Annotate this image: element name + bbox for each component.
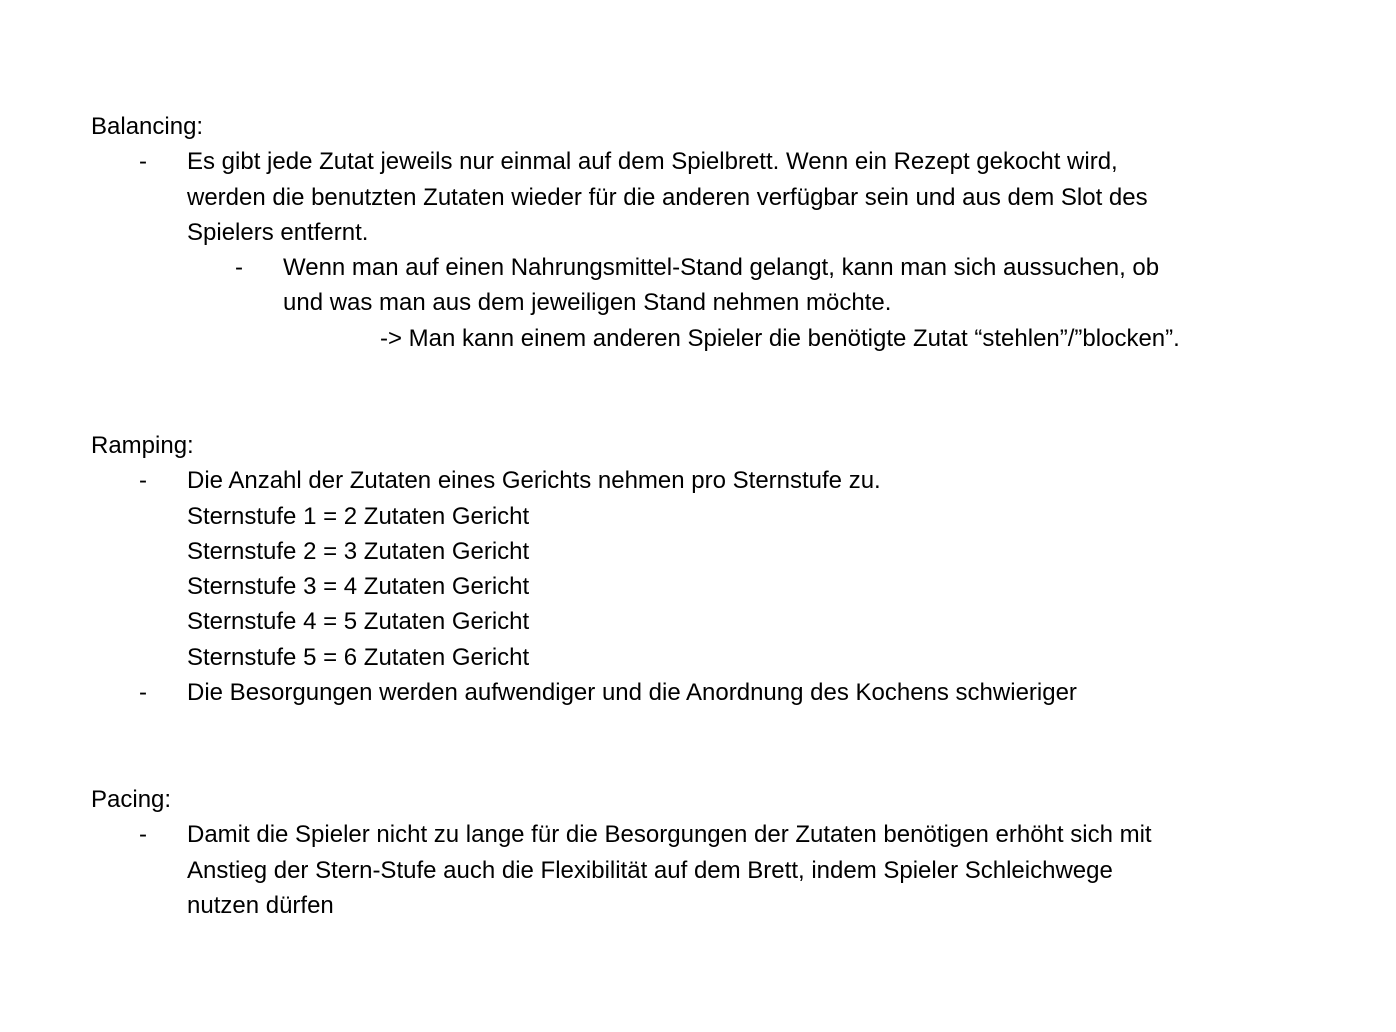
bullet-text [187, 817, 1381, 923]
text-line: und was man aus dem jeweiligen Stand nehmen möchte. [283, 289, 892, 317]
balancing-section [91, 109, 1381, 356]
pacing-section [91, 782, 1381, 923]
bullet-dash: - [139, 148, 147, 176]
text-line: werden die benutzten Zutaten wieder für die anderen verfügbar sein und aus dem Slot des [187, 183, 1148, 211]
text-line: Wenn man auf einen Nahrungsmittel-Stand gelangt, kann man sich aussuchen, ob [283, 254, 1160, 282]
star-level-line: Sternstufe 1 = 2 Zutaten Gericht [187, 502, 530, 530]
balancing-sub-bullet [235, 250, 1381, 321]
text-line: Damit die Spieler nicht zu lange für die Besorgungen der Zutaten benötigen erhöht sich mit [187, 821, 1152, 849]
balancing-arrow-note: -> Man kann einem anderen Spieler die benötigte Zutat “stehlen”/”blocken”. [380, 324, 1180, 352]
ramping-heading: Ramping: [91, 432, 194, 459]
balancing-bullet-1 [139, 144, 1381, 250]
bullet-dash: - [139, 467, 147, 495]
star-level-line: Sternstufe 3 = 4 Zutaten Gericht [187, 573, 530, 601]
pacing-heading: Pacing: [91, 786, 172, 813]
bullet-dash: - [139, 679, 147, 707]
bullet-text [187, 144, 1381, 250]
pacing-bullet-1 [139, 817, 1381, 923]
ramping-bullet-2 [139, 675, 1381, 710]
ramping-bullet-1 [139, 463, 1381, 675]
ramping-section [91, 428, 1381, 710]
bullet-text [283, 250, 1381, 321]
text-line: Die Anzahl der Zutaten eines Gerichts nehmen pro Sternstufe zu. [187, 467, 881, 495]
star-level-line: Sternstufe 2 = 3 Zutaten Gericht [187, 537, 530, 565]
text-line: Anstieg der Stern-Stufe auch die Flexibilität auf dem Brett, indem Spieler Schleichwege [187, 856, 1113, 884]
star-level-line: Sternstufe 5 = 6 Zutaten Gericht [187, 643, 530, 671]
bullet-dash: - [235, 254, 243, 282]
text-line: Die Besorgungen werden aufwendiger und die Anordnung des Kochens schwieriger [187, 679, 1077, 707]
star-level-line: Sternstufe 4 = 5 Zutaten Gericht [187, 608, 530, 636]
bullet-text [187, 675, 1381, 710]
text-line: nutzen dürfen [187, 891, 334, 919]
text-line: Es gibt jede Zutat jeweils nur einmal auf dem Spielbrett. Wenn ein Rezept gekocht wird, [187, 148, 1118, 176]
balancing-heading: Balancing: [91, 113, 204, 140]
text-line: Spielers entfernt. [187, 218, 369, 246]
bullet-dash: - [139, 821, 147, 849]
bullet-text [187, 463, 1381, 675]
